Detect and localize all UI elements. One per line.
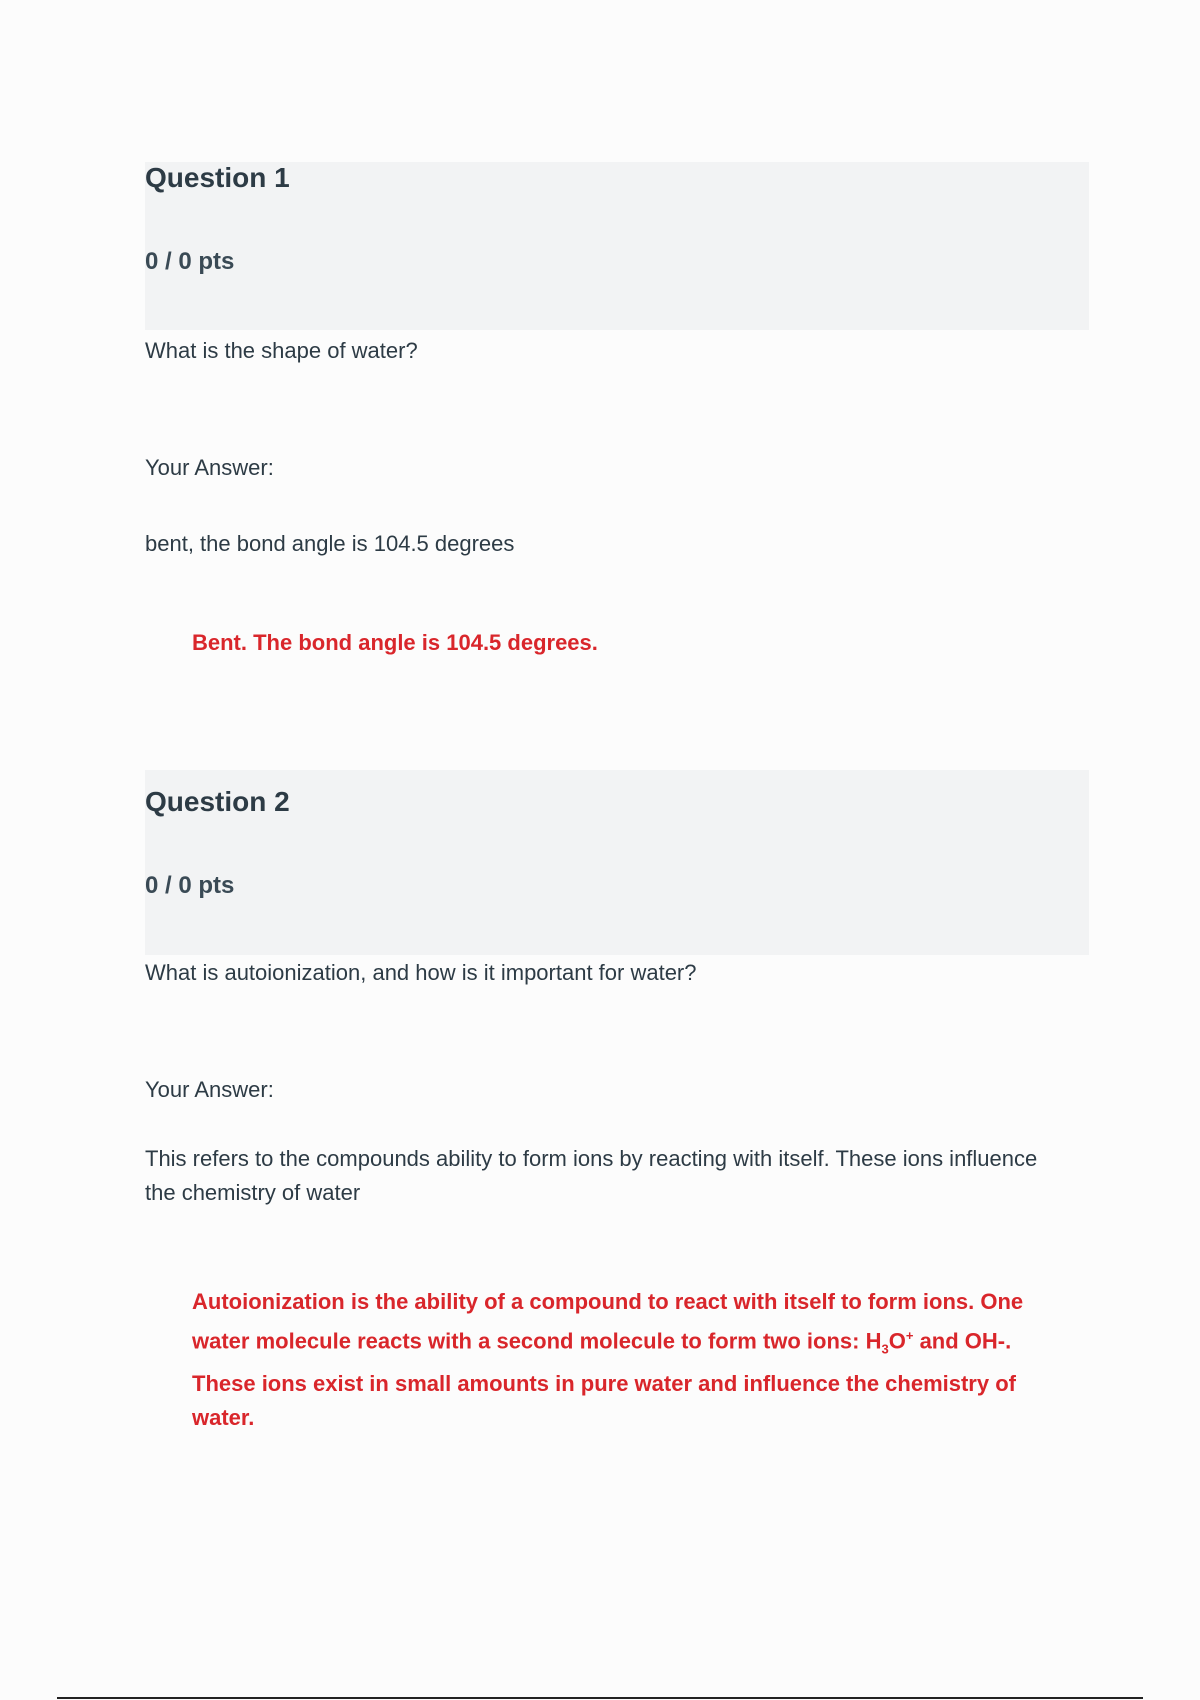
correct-answer-superscript: +: [905, 1328, 914, 1343]
page-bottom-divider: [57, 1697, 1143, 1699]
question-1-answer-label: Your Answer:: [145, 455, 274, 480]
correct-answer-part3: and OH-. These ions exist in small amounts in pure water and influence the chemistry of water.: [192, 1328, 1016, 1430]
question-2-your-answer-text: This refers to the compounds ability to form ions by reacting with itself. These ions influence the chemistry of water: [145, 1146, 1038, 1205]
question-2: [145, 770, 1089, 1430]
question-1-correct-answer: Bent. The bond angle is 104.5 degrees.: [192, 630, 598, 655]
question-1: [145, 162, 1089, 655]
correct-answer-part1: Autoionization is the ability of a compound to react with itself to form ions. One water molecule reacts with a second molecule to form two ions: H: [192, 1289, 1024, 1354]
correct-answer-subscript: 3: [881, 1341, 889, 1357]
question-1-title: Question 1: [145, 162, 290, 193]
question-1-prompt: What is the shape of water?: [145, 338, 418, 363]
question-2-correct-answer: [192, 1285, 1052, 1435]
question-2-your-answer: [145, 1142, 1045, 1210]
question-2-answer-label: Your Answer:: [145, 1077, 274, 1102]
question-1-your-answer: bent, the bond angle is 104.5 degrees: [145, 531, 515, 556]
question-2-points: 0 / 0 pts: [145, 872, 235, 899]
question-2-title: Question 2: [145, 786, 290, 817]
question-1-header: [145, 162, 1089, 330]
question-2-header: [145, 770, 1089, 955]
correct-answer-part2: O: [888, 1328, 906, 1354]
question-2-prompt: What is autoionization, and how is it important for water?: [145, 960, 697, 985]
question-1-points: 0 / 0 pts: [145, 248, 235, 275]
